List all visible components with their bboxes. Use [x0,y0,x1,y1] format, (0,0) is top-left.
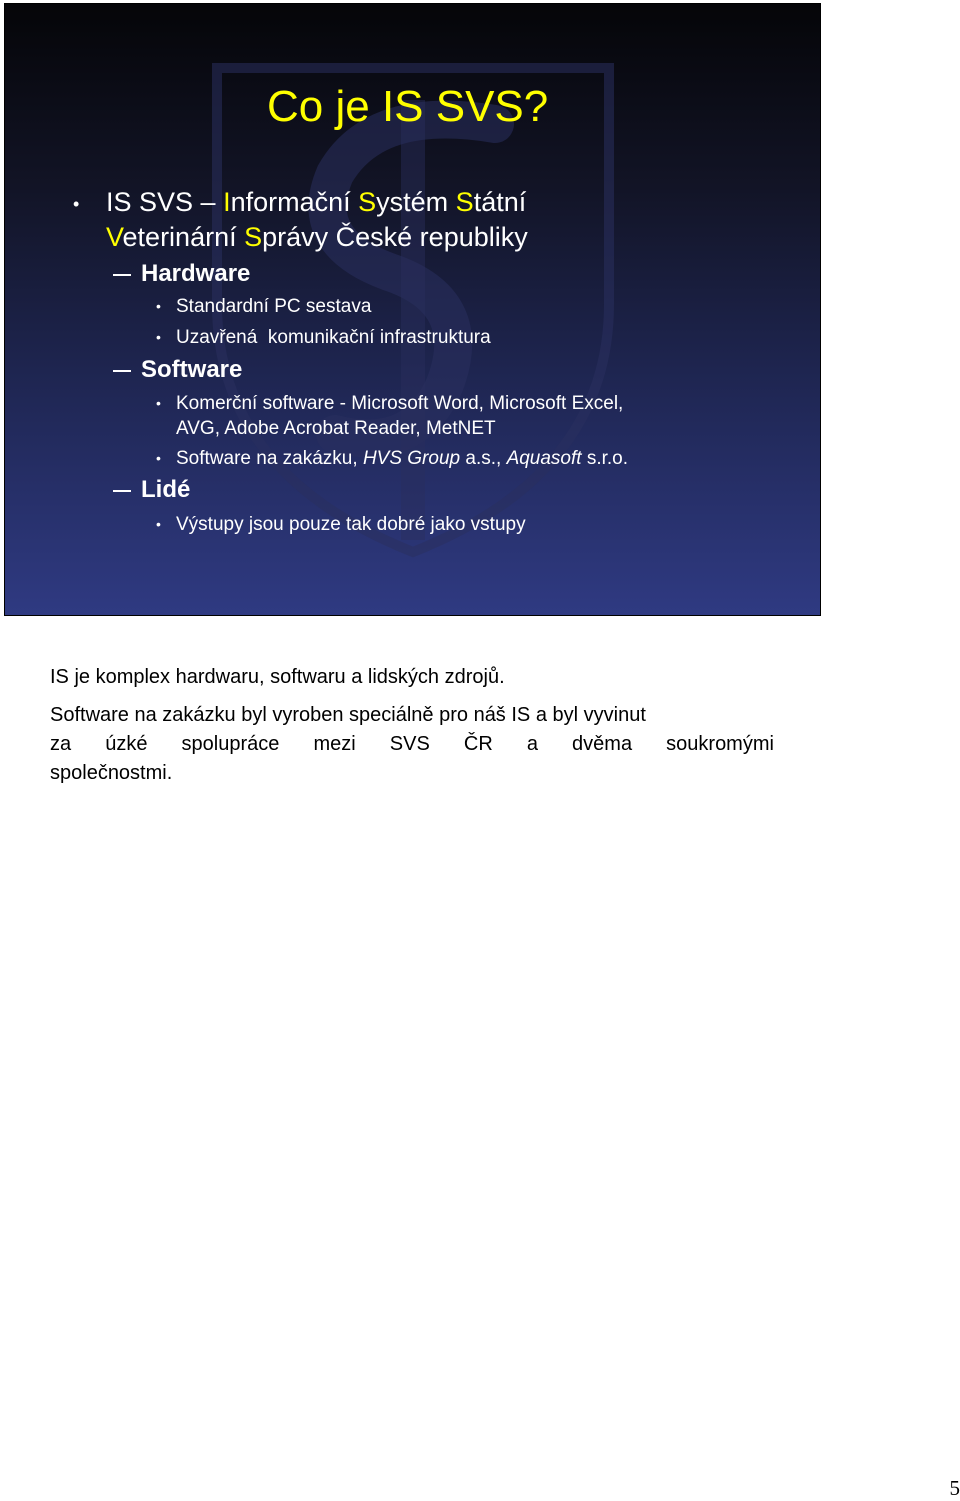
bullet-dot: • [156,516,161,532]
bullet-dot: • [156,298,161,314]
bullet-dot: • [156,395,161,411]
software-item-commercial-line2: AVG, Adobe Acrobat Reader, MetNET [176,416,496,441]
slide-title: Co je IS SVS? [267,82,548,132]
dash-marker [113,490,131,492]
dash-marker [113,274,131,276]
hardware-item-network: Uzavřená komunikační infrastruktura [176,325,491,350]
notes-line3: za úzké spolupráce mezi SVS ČR a dvěma soukromými [50,733,774,756]
slide [4,3,821,616]
bullet-dot: • [156,450,161,466]
bullet-main-line2: Veterinární Správy České republiky [106,219,528,255]
notes-line4: společnostmi. [50,762,172,785]
people-item: Výstupy jsou pouze tak dobré jako vstupy [176,512,526,537]
section-heading-hardware: Hardware [141,260,250,288]
notes-line2: Software na zakázku byl vyroben speciálně pro náš IS a byl vyvinut [50,704,646,727]
software-item-commercial-line1: Komerční software - Microsoft Word, Microsoft Excel, [176,391,623,416]
hardware-item-pc: Standardní PC sestava [176,294,371,319]
section-heading-software: Software [141,356,242,384]
bullet-dot: • [156,329,161,345]
bullet-main-line1: IS SVS – Informační Systém Státní [106,184,526,220]
dash-marker [113,370,131,372]
section-heading-people: Lidé [141,476,190,504]
bullet-dot: • [73,194,79,215]
software-item-custom: Software na zakázku, HVS Group a.s., Aquasoft s.r.o. [176,446,628,471]
notes-line1: IS je komplex hardwaru, softwaru a lidských zdrojů. [50,666,505,689]
page-number: 5 [950,1476,960,1501]
